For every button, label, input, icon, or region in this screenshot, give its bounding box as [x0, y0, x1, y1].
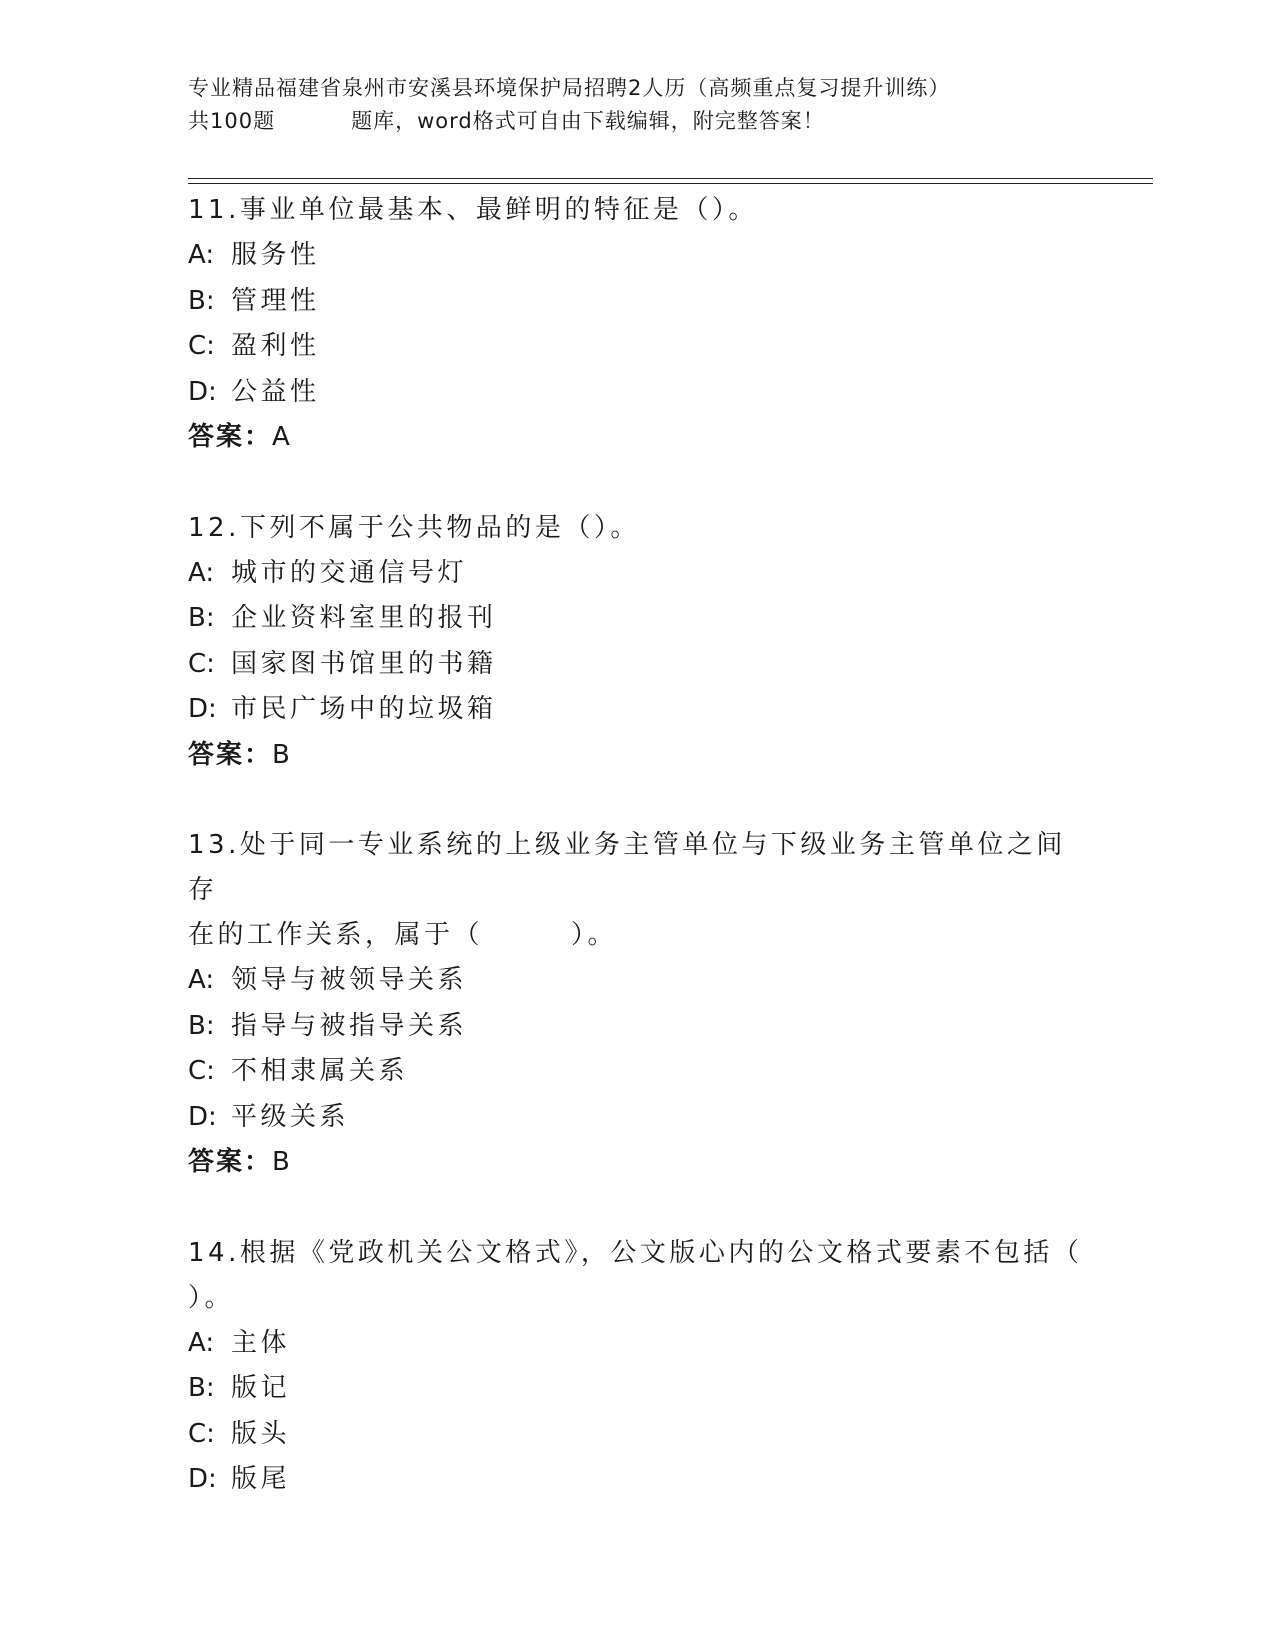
- answer-value: A: [272, 422, 290, 452]
- option-text: 国家图书馆里的书籍: [231, 648, 497, 679]
- answer-line: [188, 415, 1088, 461]
- option-c: [188, 642, 1088, 688]
- option-text: 版记: [231, 1373, 291, 1403]
- answer-label: 答案：: [188, 1147, 273, 1177]
- option-letter: D:: [188, 376, 217, 407]
- option-letter: C:: [188, 331, 215, 361]
- question-stem-line-1: 13.处于同一专业系统的上级业务主管单位与下级业务主管单位之间存: [188, 830, 1066, 905]
- question-stem: 12.下列不属于公共物品的是（）。: [188, 512, 640, 543]
- option-d: [188, 1095, 1088, 1141]
- option-letter: A:: [188, 240, 215, 270]
- option-text: 指导与被指导关系: [231, 1010, 468, 1041]
- header-title: 专业精品福建省泉州市安溪县环境保护局招聘2人历（高频重点复习提升训练）: [188, 76, 951, 100]
- option-text: 不相隶属关系: [231, 1056, 409, 1086]
- option-text: 版尾: [231, 1464, 291, 1494]
- header-note: 题库，word格式可自由下载编辑，附完整答案！: [351, 109, 825, 133]
- option-letter: B:: [188, 603, 215, 633]
- option-letter: D:: [188, 1101, 217, 1132]
- option-letter: A:: [188, 557, 215, 588]
- stem-text-end: ）。: [571, 920, 618, 950]
- answer-line: [188, 1140, 1088, 1186]
- question-11: [188, 188, 1088, 461]
- option-d: [188, 1457, 1088, 1503]
- header-divider-bottom: [188, 183, 1153, 184]
- option-b: [188, 279, 1088, 325]
- question-list: [188, 188, 1088, 1548]
- answer-label: 答案：: [188, 422, 273, 452]
- answer-label: 答案：: [188, 739, 273, 770]
- stem-text: 在的工作关系，属于（: [188, 920, 484, 950]
- option-text: 版头: [231, 1418, 291, 1449]
- option-letter: B:: [188, 285, 215, 316]
- option-letter: A:: [188, 1327, 215, 1358]
- option-a: [188, 958, 1088, 1004]
- option-text: 城市的交通信号灯: [231, 557, 468, 588]
- option-text: 企业资料室里的报刊: [231, 603, 497, 633]
- question-stem-line-1: 14.根据《党政机关公文格式》，公文版心内的公文格式要素不包括（: [188, 1237, 1083, 1268]
- header-subtitle: [188, 105, 1088, 138]
- question-stem: 11.事业单位最基本、最鲜明的特征是（）。: [188, 195, 758, 225]
- option-letter: D:: [188, 1464, 217, 1494]
- option-letter: B:: [188, 1373, 215, 1403]
- option-letter: C:: [188, 648, 215, 679]
- option-text: 公益性: [231, 376, 320, 407]
- answer-value: B: [272, 739, 290, 770]
- option-letter: A:: [188, 965, 215, 995]
- question-12: [188, 506, 1088, 779]
- option-text: 管理性: [231, 285, 320, 316]
- option-letter: C:: [188, 1418, 215, 1449]
- question-count: 共100题: [188, 109, 276, 133]
- document-header: [188, 72, 1088, 138]
- option-letter: C:: [188, 1056, 215, 1086]
- option-b: [188, 596, 1088, 642]
- option-a: [188, 1321, 1088, 1367]
- option-c: [188, 324, 1088, 370]
- option-text: 盈利性: [231, 331, 320, 361]
- question-13: [188, 823, 1088, 1186]
- option-b: [188, 1004, 1088, 1050]
- header-divider-top: [188, 178, 1153, 179]
- question-stem-line-2: ）。: [188, 1282, 235, 1313]
- option-letter: B:: [188, 1010, 215, 1041]
- option-a: [188, 551, 1088, 597]
- option-text: 主体: [231, 1327, 291, 1358]
- option-c: [188, 1049, 1088, 1095]
- option-text: 市民广场中的垃圾箱: [231, 694, 497, 724]
- option-a: [188, 233, 1088, 279]
- option-text: 服务性: [231, 240, 320, 270]
- option-d: [188, 370, 1088, 416]
- question-stem-line-2: [188, 913, 1088, 958]
- answer-value: B: [272, 1147, 290, 1177]
- question-14: [188, 1231, 1088, 1503]
- answer-line: [188, 733, 1088, 779]
- option-letter: D:: [188, 694, 217, 724]
- option-d: [188, 687, 1088, 733]
- option-c: [188, 1412, 1088, 1458]
- option-text: 平级关系: [231, 1101, 350, 1132]
- option-b: [188, 1366, 1088, 1412]
- option-text: 领导与被领导关系: [231, 965, 468, 995]
